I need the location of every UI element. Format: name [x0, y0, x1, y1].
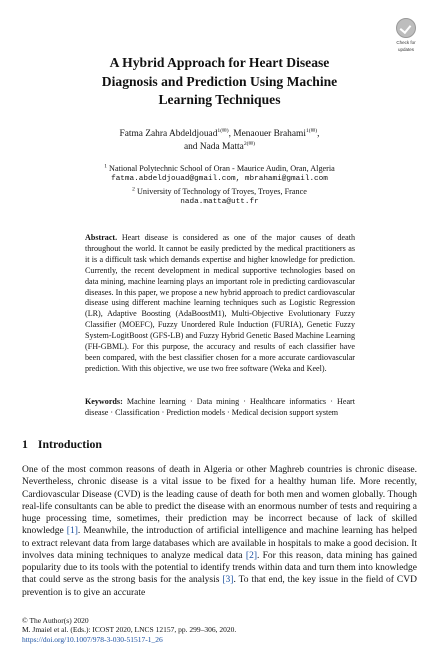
intro-text: . To that end, the key issue in the field of CVD prevention is to give an accurate	[22, 575, 417, 598]
abstract-text: Heart disease is considered as one of the major causes of death throughout the world. It cannot be easily predicted by the medical practitioners as it is a difficult task which demands expertise and higher knowledge for prediction. Currently, the recent development in medical supportive technologies based on data mining, machine learning plays an important role in predicting cardiovascular diseases. In this paper, we propose a new hybrid approach to predict cardiovascular disease using different machine learning techniques such as Logistic Regression (LR), Adaptive Boosting (AdaBoostM1), Multi-Objective Evolutionary Fuzzy Classifier (MOEFC), Fuzzy Unordered Rule Induction (FURIA), Genetic Fuzzy System-LogitBoost (GFS-LB) and Fuzzy Hybrid Genetic Based Machine Learning (FH-GBML). For this purpose, the accuracy and results of each classifier have been compared, with the best classifier chosen for a more accurate cardiovascular prediction. With this objective, we use two free software (Weka and Keel).	[85, 233, 355, 373]
check-for-updates-badge[interactable]	[389, 18, 423, 58]
citation-link[interactable]: [1]	[66, 526, 78, 537]
author-affiliation-mark: 1(✉)	[305, 127, 318, 134]
affiliation-mark: 2	[132, 185, 135, 192]
copyright-footer	[22, 616, 236, 644]
keywords	[85, 397, 355, 419]
badge-label-2: updates	[397, 47, 414, 52]
author-name: Menaouer Brahami	[233, 129, 306, 139]
abstract	[85, 233, 355, 375]
title-line: Learning Techniques	[158, 92, 281, 107]
badge-label-1: Check for	[396, 40, 416, 45]
intro-text: . Meanwhile, the introduction of artificial intelligence and machine learning has helped to extract relevant data from large databases which are available in hospitals to make a good decision. It involves data mining techniques to analyze medical data	[22, 526, 418, 561]
intro-text: One of the most common reasons of death in Algeria or other Maghreb countries is chronic disease. Nevertheless, chronic disease is a vital issue to be fixed for a healthy human life. More recently, Cardiovascular Disease (CVD) is the leading cause of death for both men and women globally. Though real-life consultants can be able to predict the disease with an enormous number of tests and requiring a huge processing time, sometimes, their prediction may be incorrect because of lack of skilled knowledge	[22, 465, 417, 537]
author-affiliation-mark: 1(✉)	[217, 127, 229, 134]
title-line: Diagnosis and Prediction Using Machine	[101, 73, 338, 89]
paper-title	[60, 54, 379, 110]
checkmark-icon	[396, 18, 416, 38]
author-separator: ,	[317, 129, 320, 139]
citation-line: M. Jmaiel et al. (Eds.): ICOST 2020, LNCS 12157, pp. 299–306, 2020.	[22, 625, 237, 635]
section-heading	[22, 437, 102, 452]
keywords-label: Keywords:	[85, 397, 123, 406]
affiliation-emails[interactable]: fatma.abdeldjouad@gmail.com, mbrahami@gmail.com	[111, 175, 328, 184]
author-name: and Nada Matta	[183, 141, 244, 152]
affiliation-emails[interactable]: nada.matta@utt.fr	[180, 197, 259, 206]
affiliation-text: University of Technology of Troyes, Troyes, France	[137, 186, 307, 196]
abstract-label: Abstract.	[85, 233, 118, 242]
affiliation-text: National Polytechnic School of Oran - Maurice Audin, Oran, Algeria	[109, 164, 335, 173]
author-affiliation-mark: 2(✉)	[243, 140, 256, 147]
copyright-line: © The Author(s) 2020	[22, 616, 89, 625]
doi-link[interactable]: https://doi.org/10.1007/978-3-030-51517-1_26	[22, 634, 163, 644]
author-name: Fatma Zahra Abdeldjouad	[119, 129, 218, 139]
citation-link[interactable]: [3]	[222, 575, 234, 586]
section-number: 1	[22, 437, 28, 451]
title-line: A Hybrid Approach for Heart Disease	[109, 55, 330, 70]
introduction-paragraph	[22, 464, 417, 599]
section-title: Introduction	[37, 437, 102, 451]
affiliation-mark: 1	[104, 163, 107, 170]
citation-link[interactable]: [2]	[245, 550, 257, 561]
author-separator: ,	[228, 129, 234, 139]
affiliations	[60, 163, 379, 208]
author-list	[60, 128, 379, 153]
intro-text: . For this reason, data mining has gained popularity due to its tools with the potential to identify trends within data and turn them into knowledge that could serve as the strong basis for the analysis	[22, 550, 417, 586]
keywords-text: Machine learning · Data mining · Healthcare informatics · Heart disease · Classification · Prediction models · Medical decision support system	[85, 397, 355, 417]
